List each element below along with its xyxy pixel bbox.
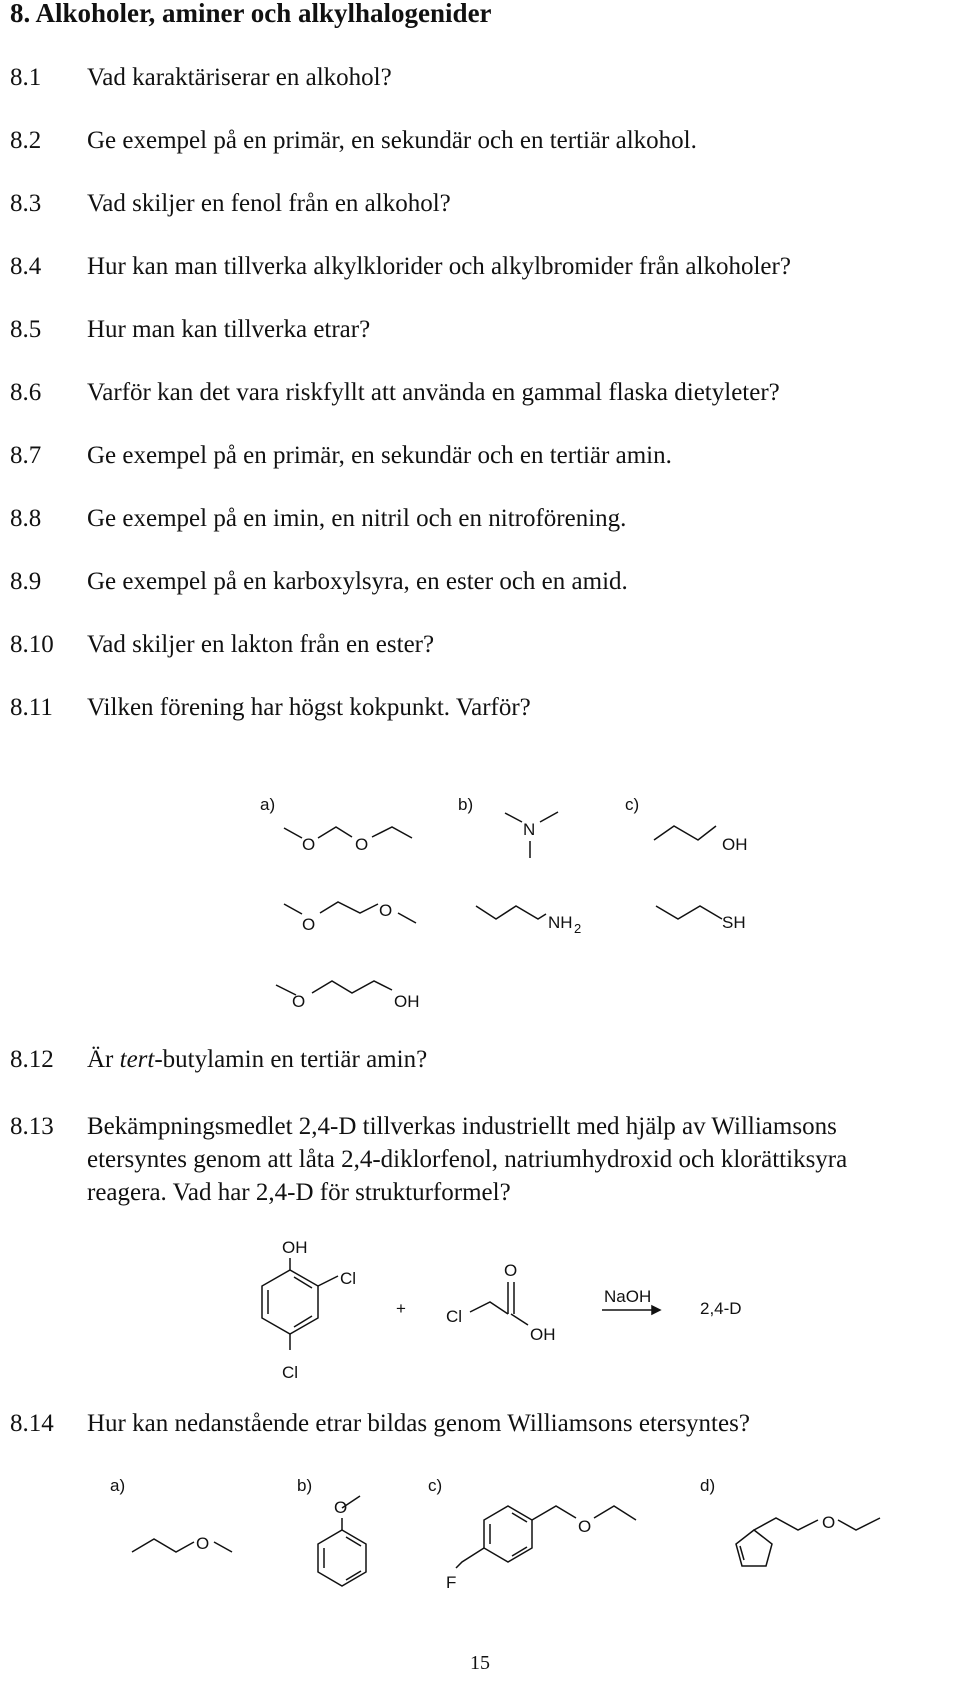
svg-text:O: O: [578, 1517, 592, 1536]
chapter-title: 8. Alkoholer, aminer och alkylhalogenider: [10, 0, 492, 28]
q13-line-2: etersyntes genom att låta 2,4-diklorfenol, natriumhydroxid och klorättiksyra: [87, 1146, 848, 1173]
svg-text:d): d): [700, 1476, 716, 1495]
label-c: [428, 1476, 442, 1495]
svg-text:O: O: [196, 1534, 210, 1553]
svg-text:b): b): [458, 795, 474, 814]
svg-text:Cl: Cl: [282, 1363, 299, 1382]
svg-text:O: O: [292, 992, 306, 1011]
svg-text:O: O: [379, 901, 393, 920]
svg-text:a): a): [260, 795, 276, 814]
page-number: 15: [470, 1652, 490, 1674]
svg-text:OH: OH: [282, 1238, 308, 1257]
svg-text:b): b): [297, 1476, 313, 1495]
plus-sign: +: [396, 1299, 406, 1318]
svg-text:c): c): [428, 1476, 443, 1495]
svg-text:OH: OH: [394, 992, 420, 1011]
svg-text:OH: OH: [530, 1325, 556, 1344]
svg-text:Cl: Cl: [446, 1307, 463, 1326]
svg-text:NaOH: NaOH: [604, 1287, 652, 1306]
svg-text:Cl: Cl: [340, 1269, 357, 1288]
svg-text:O: O: [822, 1513, 836, 1532]
structure-a-ether: [132, 1534, 232, 1553]
svg-text:O: O: [302, 835, 316, 854]
q13-line-1: Bekämpningsmedlet 2,4-D tillverkas industriellt med hjälp av Williamsons: [87, 1113, 837, 1140]
label-b: [297, 1476, 312, 1495]
svg-text:N: N: [523, 820, 536, 839]
structure-c-fluorobenzyl-ether: [446, 1506, 636, 1592]
q13-line-3: reagera. Vad har 2,4-D för strukturformel?: [87, 1179, 511, 1206]
structure-b-anisole: [318, 1496, 366, 1586]
svg-text:O: O: [302, 915, 316, 934]
svg-text:NH: NH: [548, 913, 573, 932]
svg-text:2: 2: [574, 921, 582, 936]
svg-text:OH: OH: [722, 835, 748, 854]
structure-d-cyclopentenyl-ether: [736, 1513, 880, 1566]
label-a: [110, 1476, 125, 1495]
product-label: 2,4-D: [700, 1299, 742, 1318]
svg-text:c): c): [625, 795, 640, 814]
svg-text:F: F: [446, 1573, 457, 1592]
svg-text:O: O: [355, 835, 369, 854]
label-d: [700, 1476, 715, 1495]
svg-text:O: O: [504, 1261, 518, 1280]
svg-text:O: O: [334, 1498, 348, 1517]
svg-text:SH: SH: [722, 913, 746, 932]
svg-text:a): a): [110, 1476, 126, 1495]
